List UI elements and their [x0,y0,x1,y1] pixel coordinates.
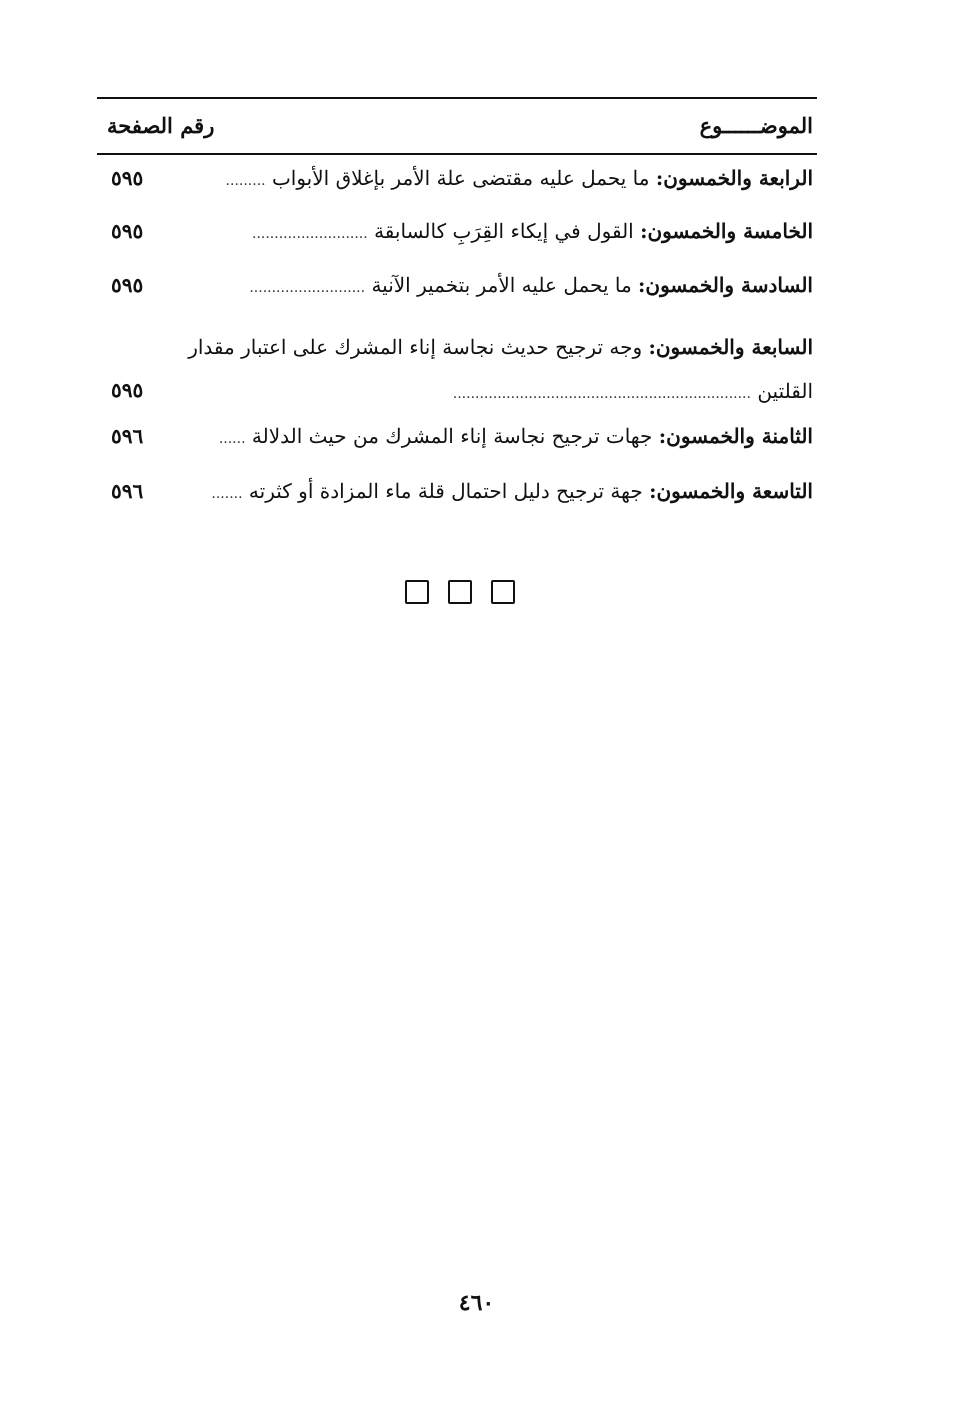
entry-page-number: ٥٩٦ [111,424,144,448]
leader-dots: ...... [218,431,246,447]
leader-dots: .......................... [249,280,366,296]
leader-dots: ................................................................... [452,386,751,402]
leader-dots: ......... [225,173,266,189]
square-ornament-icon [448,580,472,604]
entry-number: الثامنة والخمسون: [658,424,813,448]
toc-header [97,97,817,155]
entry-title: جهة ترجيح دليل احتمال قلة ماء المزادة أو كثرته [248,479,643,503]
entry-number: الخامسة والخمسون: [640,219,813,243]
topic-column-label: الموضــــــوع [699,113,813,138]
page-column-label: رقم الصفحة [107,113,215,138]
entry-number: السادسة والخمسون: [638,273,813,297]
square-ornament-icon [405,580,429,604]
entry-title: جهات ترجيح نجاسة إناء المشرك من حيث الدلالة [251,424,653,448]
entry-title: ما يحمل عليه مقتضى علة الأمر بإغلاق الأبواب [271,166,650,190]
entry-number: التاسعة والخمسون: [649,479,813,503]
section-end-ornament [405,580,515,606]
entry-title: ما يحمل عليه الأمر بتخمير الآنية [371,273,632,297]
entry-number: السابعة والخمسون: [648,335,813,359]
entry-page-number: ٥٩٥ [111,273,144,297]
entry-page-number: ٥٩٥ [111,378,144,402]
entry-title: القول في إيكاء القِرَبِ كالسابقة [374,219,634,243]
entry-title: وجه ترجيح حديث نجاسة إناء المشرك على اعتبار مقدار القلتين [188,335,813,403]
page-folio-number: ٤٦٠ [458,1290,495,1316]
square-ornament-icon [491,580,515,604]
leader-dots: .......................... [252,226,368,242]
leader-dots: ....... [211,486,243,502]
entry-page-number: ٥٩٦ [111,479,144,503]
entry-page-number: ٥٩٥ [111,166,144,190]
entry-page-number: ٥٩٥ [111,219,144,243]
entry-number: الرابعة والخمسون: [655,166,813,190]
